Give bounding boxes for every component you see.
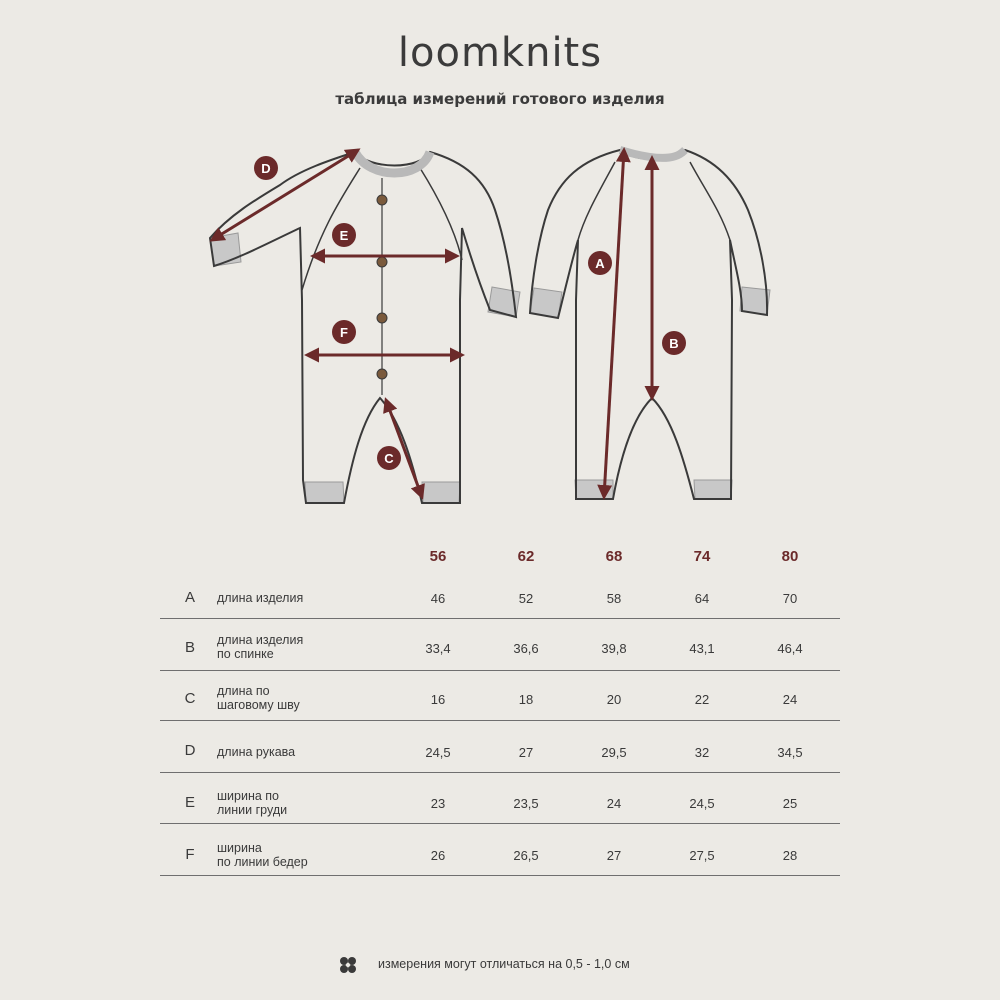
size-header-62: 62 (517, 548, 535, 565)
row-code-a: A (184, 589, 195, 606)
cell-b-74: 43,1 (689, 641, 715, 656)
cell-b-68: 39,8 (601, 641, 627, 656)
row-code-f: F (185, 846, 195, 863)
cell-d-80: 34,5 (777, 745, 803, 760)
cell-a-74: 64 (694, 591, 710, 606)
cell-c-68: 20 (606, 692, 622, 707)
footer-note: измерения могут отличаться на 0,5 - 1,0 см (378, 957, 630, 971)
label-d-text: D (261, 161, 271, 176)
row-code-c: C (184, 690, 196, 707)
size-header-56: 56 (429, 548, 447, 565)
row-code-e: E (184, 794, 195, 811)
label-e-text: E (339, 228, 349, 243)
size-header-80: 80 (781, 548, 799, 565)
cell-d-56: 24,5 (425, 745, 451, 760)
label-c-text: C (384, 451, 394, 466)
label-a (588, 251, 612, 275)
button (377, 313, 387, 323)
row-divider (160, 618, 840, 619)
label-f (332, 320, 356, 344)
cell-f-80: 28 (782, 848, 798, 863)
cell-f-74: 27,5 (689, 848, 715, 863)
back-right-leg-cuff (694, 480, 732, 499)
front-left-leg-cuff (305, 482, 344, 503)
label-b-text: B (669, 336, 679, 351)
cell-c-62: 18 (518, 692, 534, 707)
row-divider (160, 720, 840, 721)
label-a-text: A (595, 256, 605, 271)
size-header-68: 68 (605, 548, 623, 565)
cell-b-56: 33,4 (425, 641, 451, 656)
back-left-leg-cuff (575, 480, 613, 499)
row-label-a: длина изделия (217, 591, 304, 605)
row-label-f: ширина по линии бедер (217, 841, 308, 869)
size-header-74: 74 (693, 548, 711, 565)
row-label-b: длина изделия по спинке (217, 633, 304, 661)
cell-e-80: 25 (782, 796, 798, 811)
measurement-arrows (212, 150, 652, 497)
cell-e-68: 24 (606, 796, 622, 811)
front-body-outline (210, 152, 516, 503)
row-label-e: ширина по линии груди (217, 789, 288, 817)
back-body-outline (530, 150, 767, 499)
cell-e-62: 23,5 (513, 796, 539, 811)
cell-c-80: 24 (782, 692, 798, 707)
cell-e-56: 23 (430, 796, 446, 811)
row-divider (160, 670, 840, 671)
button (377, 369, 387, 379)
row-divider (160, 772, 840, 773)
row-label-c: длина по шаговому шву (217, 684, 300, 712)
row-label-d: длина рукава (217, 745, 296, 759)
cell-f-56: 26 (430, 848, 446, 863)
cell-a-68: 58 (606, 591, 622, 606)
cell-b-80: 46,4 (777, 641, 803, 656)
row-divider (160, 875, 840, 876)
button (377, 195, 387, 205)
label-c (377, 446, 401, 470)
arrow-a (604, 150, 624, 497)
label-e (332, 223, 356, 247)
cell-c-74: 22 (694, 692, 710, 707)
cell-d-74: 32 (694, 745, 710, 760)
row-divider (160, 823, 840, 824)
cell-e-74: 24,5 (689, 796, 715, 811)
cell-f-62: 26,5 (513, 848, 539, 863)
button (377, 257, 387, 267)
front-right-leg-cuff (422, 482, 460, 503)
cell-a-80: 70 (782, 591, 798, 606)
label-b (662, 331, 686, 355)
clover-icon (338, 955, 358, 975)
label-f-text: F (340, 325, 348, 340)
back-view (530, 150, 770, 499)
cell-b-62: 36,6 (513, 641, 539, 656)
brand-logo: loomknits (397, 30, 603, 76)
cell-d-62: 27 (518, 745, 534, 760)
label-d (254, 156, 278, 180)
cell-f-68: 27 (606, 848, 622, 863)
cell-c-56: 16 (430, 692, 446, 707)
cell-d-68: 29,5 (601, 745, 627, 760)
cell-a-56: 46 (430, 591, 446, 606)
front-view (210, 152, 520, 503)
row-code-d: D (184, 742, 196, 759)
row-code-b: B (184, 639, 195, 656)
page-subtitle: таблица измерений готового изделия (335, 90, 665, 108)
cell-a-62: 52 (518, 591, 534, 606)
